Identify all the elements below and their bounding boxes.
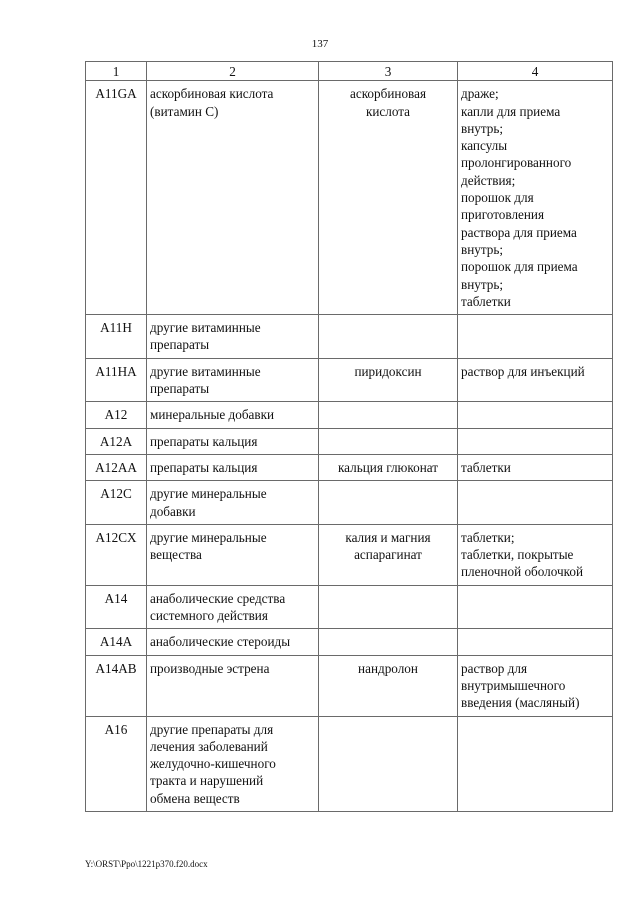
substance-cell [319,629,458,655]
table-row [86,358,613,402]
atc-code-cell: A12A [86,428,147,454]
dosage-forms-cell [458,716,613,811]
table-row [86,428,613,454]
column-header: 3 [319,62,458,81]
footer-file-path: Y:\ORST\Ppo\1221p370.f20.docx [85,859,208,869]
table-header-row [86,62,613,81]
atc-code-cell: A12AA [86,454,147,480]
substance-cell: аскорбиновая кислота [319,81,458,315]
group-name-cell: препараты кальция [147,428,319,454]
table-row [86,454,613,480]
substance-cell: нандролон [319,655,458,716]
group-name-cell: аскорбиновая кислота (витамин С) [147,81,319,315]
column-header: 2 [147,62,319,81]
page-number: 137 [311,38,329,50]
atc-code-cell: A14AB [86,655,147,716]
atc-code-cell: A12C [86,481,147,525]
atc-code-cell: A12CX [86,524,147,585]
dosage-forms-cell [458,402,613,428]
table-row [86,481,613,525]
atc-code-cell: A11H [86,315,147,359]
dosage-forms-cell [458,428,613,454]
group-name-cell: другие минеральные вещества [147,524,319,585]
column-header: 1 [86,62,147,81]
dosage-forms-cell: драже; капли для приема внутрь; капсулы пролонгированного действия; порошок для приготовления раствора для приема внутрь; порошок для приема внутрь; таблетки [458,81,613,315]
table-row [86,402,613,428]
atc-code-cell: A16 [86,716,147,811]
atc-code-cell: A12 [86,402,147,428]
substance-cell: калия и магния аспарагинат [319,524,458,585]
substance-cell [319,315,458,359]
group-name-cell: минеральные добавки [147,402,319,428]
drug-table [85,61,613,812]
group-name-cell: препараты кальция [147,454,319,480]
dosage-forms-cell: таблетки; таблетки, покрытые пленочной оболочкой [458,524,613,585]
substance-cell [319,428,458,454]
dosage-forms-cell [458,315,613,359]
substance-cell [319,402,458,428]
dosage-forms-cell [458,585,613,629]
table-row [86,524,613,585]
atc-code-cell: A14A [86,629,147,655]
substance-cell [319,481,458,525]
table-row [86,315,613,359]
dosage-forms-cell: таблетки [458,454,613,480]
substance-cell: пиридоксин [319,358,458,402]
dosage-forms-cell: раствор для внутримышечного введения (масляный) [458,655,613,716]
dosage-forms-cell [458,629,613,655]
substance-cell [319,716,458,811]
group-name-cell: анаболические средства системного действия [147,585,319,629]
table-row [86,716,613,811]
table-row [86,629,613,655]
group-name-cell: другие минеральные добавки [147,481,319,525]
atc-code-cell: A11GA [86,81,147,315]
substance-cell: кальция глюконат [319,454,458,480]
group-name-cell: производные эстрена [147,655,319,716]
dosage-forms-cell [458,481,613,525]
table-row [86,81,613,315]
table-row [86,585,613,629]
group-name-cell: другие препараты для лечения заболеваний желудочно-кишечного тракта и нарушений обмена веществ [147,716,319,811]
dosage-forms-cell: раствор для инъекций [458,358,613,402]
table-row [86,655,613,716]
group-name-cell: другие витаминные препараты [147,358,319,402]
column-header: 4 [458,62,613,81]
substance-cell [319,585,458,629]
atc-code-cell: A11HA [86,358,147,402]
group-name-cell: другие витаминные препараты [147,315,319,359]
group-name-cell: анаболические стероиды [147,629,319,655]
atc-code-cell: A14 [86,585,147,629]
